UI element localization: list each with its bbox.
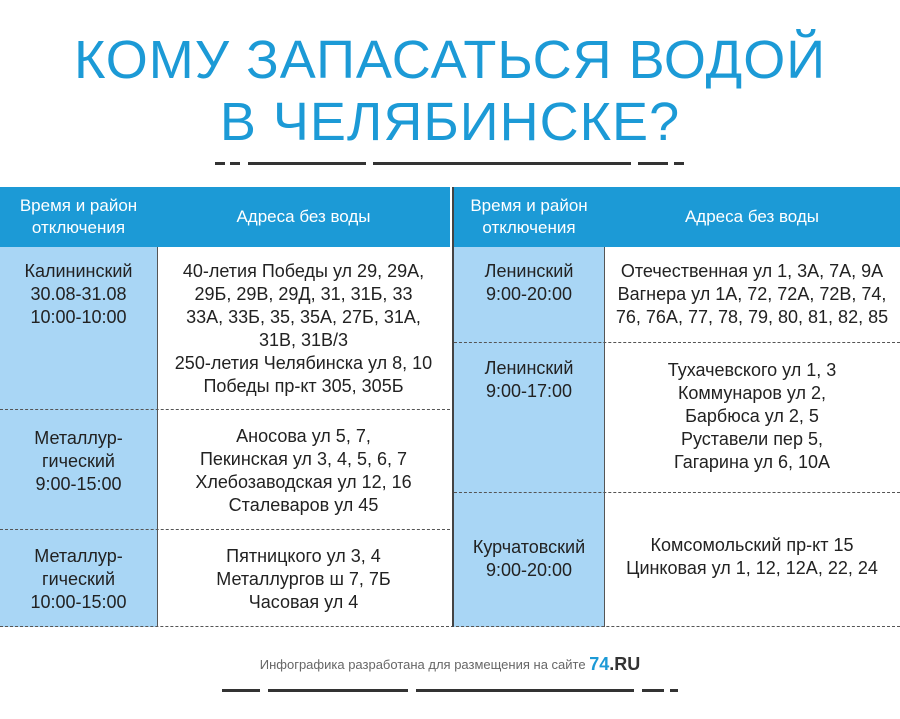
footer <box>0 654 900 675</box>
address-line: Барбюса ул 2, 5 <box>685 406 819 426</box>
address-line: Гагарина ул 6, 10А <box>673 452 831 472</box>
header-addresses-label: Адреса без воды <box>684 207 820 226</box>
header-addresses-label: Адреса без воды <box>236 207 371 226</box>
addresses-cell <box>604 342 900 492</box>
district-name: Калининский <box>24 261 133 281</box>
address-line: 29Б, 29В, 29Д, 31, 31Б, 33 <box>194 284 413 304</box>
addresses-cell <box>604 247 900 342</box>
district-time: 9:00-17:00 <box>485 381 573 401</box>
addresses-cell <box>157 409 450 529</box>
district-name: Металлур- <box>34 546 123 566</box>
address-line: Пекинская ул 3, 4, 5, 6, 7 <box>199 449 408 469</box>
address-line: Пятницкого ул 3, 4 <box>226 546 381 566</box>
address-line: Часовая ул 4 <box>248 592 359 612</box>
address-line: Сталеваров ул 45 <box>228 495 379 515</box>
addresses-cell <box>604 492 900 627</box>
row-divider <box>454 342 900 343</box>
header-addresses-left <box>157 187 450 247</box>
page-title-line-1: КОМУ ЗАПАСАТЬСЯ ВОДОЙ <box>73 30 827 90</box>
address-line: 76, 76А, 77, 78, 79, 80, 81, 82, 85 <box>615 307 889 327</box>
center-divider <box>452 187 454 627</box>
column-divider <box>157 247 158 627</box>
address-line: 33А, 33Б, 35, 35А, 27Б, 31А, <box>186 307 421 327</box>
address-line: Хлебозаводская ул 12, 16 <box>195 472 412 492</box>
district-time: 9:00-20:00 <box>485 284 573 304</box>
row-divider <box>454 492 900 493</box>
address-line: Коммунаров ул 2, <box>677 383 827 403</box>
header-time-district-label: Время и район отключения <box>470 196 588 237</box>
district-cell <box>0 409 157 529</box>
district-cell <box>454 492 604 627</box>
district-date: 30.08-31.08 <box>30 284 127 304</box>
district-time: 10:00-15:00 <box>30 592 127 612</box>
site-logo <box>589 654 640 674</box>
district-name: Курчатовский <box>472 537 586 557</box>
header-time-district-label: Время и район отключения <box>19 196 138 237</box>
table-bottom-border <box>0 626 900 627</box>
district-cell <box>454 342 604 492</box>
column-divider <box>604 247 605 627</box>
header-addresses-right <box>604 187 900 247</box>
address-line: Тухачевского ул 1, 3 <box>667 360 837 380</box>
address-line: Победы пр-кт 305, 305Б <box>203 376 404 396</box>
address-line: Комсомольский пр-кт 15 <box>650 535 854 555</box>
row-divider <box>0 409 450 410</box>
header-time-district-right <box>454 187 604 247</box>
header-time-district-left <box>0 187 157 247</box>
address-line: Цинковая ул 1, 12, 12А, 22, 24 <box>626 558 878 578</box>
addresses-cell <box>157 247 450 409</box>
logo-suffix: .RU <box>609 654 641 674</box>
district-name: гический <box>41 451 115 471</box>
row-divider <box>0 529 450 530</box>
address-line: 250-летия Челябинска ул 8, 10 <box>174 353 433 373</box>
logo-number: 74 <box>589 654 610 674</box>
address-line: Аносова ул 5, 7, <box>236 426 371 446</box>
district-time: 10:00-10:00 <box>30 307 127 327</box>
address-line: Руставели пер 5, <box>681 429 823 449</box>
address-line: Металлургов ш 7, 7Б <box>216 569 391 589</box>
district-name: Ленинский <box>484 261 574 281</box>
page-title-line-2: В ЧЕЛЯБИНСКЕ? <box>219 92 681 152</box>
district-name: Металлур- <box>34 428 123 448</box>
district-time: 9:00-20:00 <box>485 560 573 580</box>
address-line: 31В, 31В/3 <box>258 330 349 350</box>
district-cell <box>0 247 157 409</box>
address-line: 40-летия Победы ул 29, 29А, <box>182 261 425 281</box>
footer-text: Инфографика разработана для размещения на сайте <box>259 657 586 672</box>
address-line: Отечественная ул 1, 3А, 7А, 9А <box>620 261 884 281</box>
addresses-cell <box>157 529 450 627</box>
district-cell <box>0 529 157 627</box>
district-name: Ленинский <box>484 358 574 378</box>
district-time: 9:00-15:00 <box>35 474 122 494</box>
address-line: Вагнера ул 1А, 72, 72А, 72В, 74, <box>617 284 887 304</box>
district-name: гический <box>42 569 115 589</box>
outage-table <box>0 187 900 627</box>
district-cell <box>454 247 604 342</box>
